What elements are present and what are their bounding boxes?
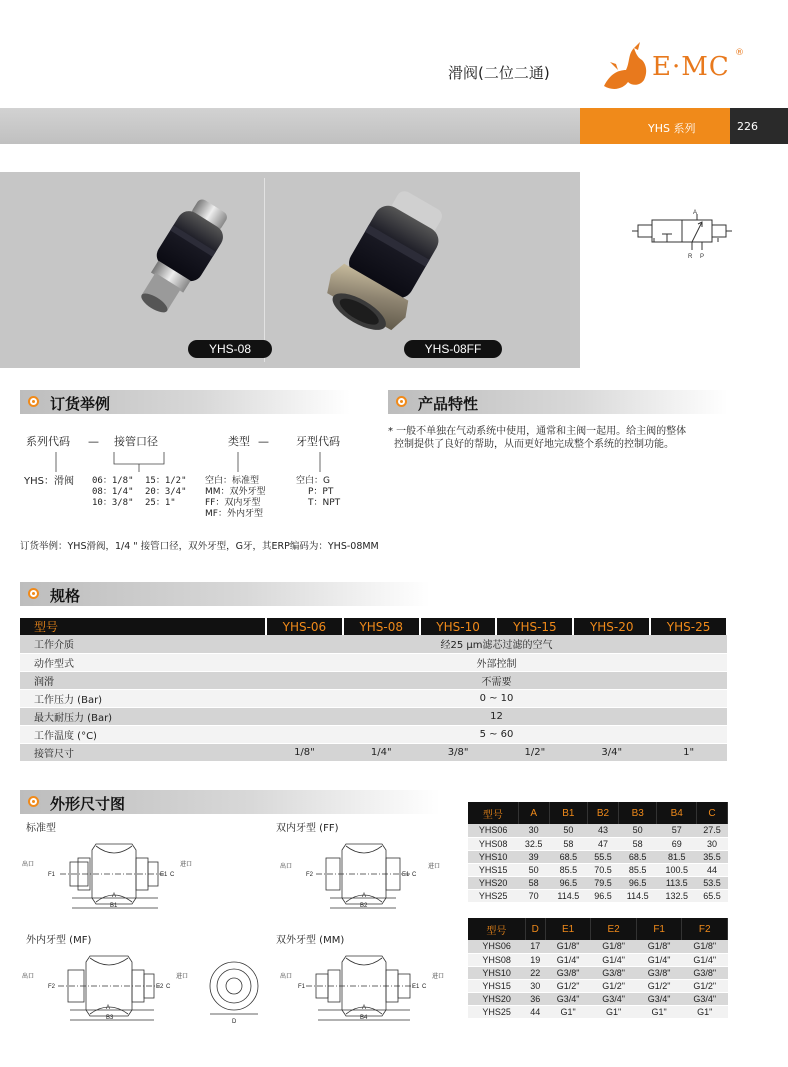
section-header-spec <box>20 582 430 606</box>
dim-col: A <box>518 802 549 824</box>
dim-value-cell: 114.5 <box>618 889 656 902</box>
dim-value-cell: 44 <box>525 1005 545 1018</box>
svg-text:B2: B2 <box>360 903 368 909</box>
dim-value-cell: G3/8" <box>682 966 728 979</box>
dim-value-cell: G1/2" <box>545 979 591 992</box>
order-col-type: 类型 <box>228 435 250 448</box>
dim-value-cell: G1/8" <box>682 940 728 953</box>
dim-row <box>468 837 728 850</box>
svg-text:A: A <box>112 893 117 899</box>
dim-value-cell: 96.5 <box>588 889 619 902</box>
port-option: 06：1/8" <box>92 476 134 486</box>
section-title: 规格 <box>50 587 81 605</box>
dim-row <box>468 979 728 992</box>
dim-value-cell: 68.5 <box>549 850 587 863</box>
spec-value: 12 <box>266 707 727 725</box>
svg-text:F2: F2 <box>48 984 56 990</box>
dim-value-cell: G1/8" <box>636 940 682 953</box>
dim-value-cell: G3/4" <box>591 992 637 1005</box>
port-option: 25：1" <box>145 498 176 508</box>
dim-value-cell: 85.5 <box>618 863 656 876</box>
spec-col: YHS-10 <box>420 618 497 635</box>
dim-value-cell: G3/4" <box>636 992 682 1005</box>
dim-value-cell: G3/4" <box>682 992 728 1005</box>
spec-row-port-size <box>20 743 727 761</box>
spec-table <box>20 618 728 762</box>
dim-row <box>468 876 728 889</box>
dim-value-cell: G1" <box>636 1005 682 1018</box>
type-option: 空白：标准型 <box>205 476 260 486</box>
port-option: 20：3/4" <box>145 487 187 497</box>
dim-model-cell: YHS08 <box>468 837 518 850</box>
order-dash: — <box>88 435 99 448</box>
spec-value: 1/4" <box>343 743 420 761</box>
spec-value: 1/2" <box>496 743 573 761</box>
type-option: MM：双外牙型 <box>205 487 266 497</box>
dim-model-cell: YHS08 <box>468 953 525 966</box>
drawing-label-mm: 双外牙型 (MM) <box>276 935 345 946</box>
spec-label: 工作压力 (Bar) <box>20 689 266 707</box>
dim-row <box>468 940 728 953</box>
dim-value-cell: 44 <box>697 863 728 876</box>
thread-option: 空白：G <box>296 476 330 486</box>
dim-row <box>468 824 728 837</box>
valve-symbol-icon <box>630 208 740 264</box>
symbol-port-r: R <box>688 254 693 260</box>
order-example: 订货举例：YHS滑阀，1/4 " 接管口径，双外牙型，G牙，其ERP编码为：YHS-08MM <box>20 541 379 552</box>
bullet-icon <box>28 396 39 407</box>
spec-row <box>20 635 727 653</box>
svg-text:A: A <box>362 1005 367 1011</box>
spec-col: YHS-20 <box>573 618 650 635</box>
dim-value-cell: G3/4" <box>545 992 591 1005</box>
dim-model-cell: YHS10 <box>468 850 518 863</box>
svg-text:C: C <box>170 872 175 878</box>
svg-text:A: A <box>106 1005 111 1011</box>
dim-model-cell: YHS20 <box>468 876 518 889</box>
dim-col: F1 <box>636 918 682 940</box>
spec-label: 润滑 <box>20 671 266 689</box>
spec-value: 经25 μm滤芯过滤的空气 <box>266 635 727 653</box>
port-label-out: 出口 <box>280 864 293 870</box>
dim-value-cell: G1" <box>545 1005 591 1018</box>
dim-value-cell: G1/4" <box>636 953 682 966</box>
dim-value-cell: 55.5 <box>588 850 619 863</box>
svg-text:B4: B4 <box>360 1015 368 1021</box>
drawing-label-ff: 双内牙型 (FF) <box>276 823 339 834</box>
dim-value-cell: 58 <box>618 837 656 850</box>
dim-value-cell: 19 <box>525 953 545 966</box>
dim-value-cell: G1" <box>591 1005 637 1018</box>
dim-value-cell: G3/8" <box>591 966 637 979</box>
order-dash: — <box>258 435 269 448</box>
dim-value-cell: G1/4" <box>591 953 637 966</box>
port-option: 08：1/4" <box>92 487 134 497</box>
dim-header-row <box>468 802 728 824</box>
bullet-icon <box>396 396 407 407</box>
dim-row <box>468 889 728 902</box>
section-header-features <box>388 390 728 414</box>
dim-col: C <box>697 802 728 824</box>
photo-divider <box>264 178 265 362</box>
svg-text:D: D <box>232 1019 237 1025</box>
dim-value-cell: 81.5 <box>657 850 697 863</box>
drawing-label-standard: 标准型 <box>26 823 56 834</box>
dim-value-cell: 70.5 <box>588 863 619 876</box>
spec-label: 工作温度 (°C) <box>20 725 266 743</box>
yhs-08-photo <box>120 190 240 330</box>
dim-value-cell: 114.5 <box>549 889 587 902</box>
dim-model-cell: YHS06 <box>468 824 518 837</box>
spec-header-row <box>20 618 727 635</box>
drawing-ff <box>272 836 472 916</box>
product-photo-panel <box>0 172 580 368</box>
order-type-list <box>205 476 266 520</box>
svg-text:F1: F1 <box>48 872 56 878</box>
dim-value-cell: 50 <box>549 824 587 837</box>
svg-text:E2: E2 <box>156 984 164 990</box>
dim-col: B4 <box>657 802 697 824</box>
dim-row <box>468 850 728 863</box>
page-title: 滑阀(二位二通) <box>448 64 550 82</box>
svg-text:C: C <box>422 984 427 990</box>
spec-value: 不需要 <box>266 671 727 689</box>
spec-row <box>20 725 727 743</box>
dim-row <box>468 992 728 1005</box>
dim-value-cell: G1/2" <box>591 979 637 992</box>
section-title: 产品特性 <box>418 395 479 413</box>
dim-header-row <box>468 918 728 940</box>
spec-label: 动作型式 <box>20 653 266 671</box>
section-title: 订货举例 <box>50 395 111 413</box>
page-number: 226 <box>737 120 758 133</box>
dim-value-cell: 85.5 <box>549 863 587 876</box>
dim-body <box>468 940 728 1018</box>
order-col-port: 接管口径 <box>114 435 158 448</box>
dim-col: B1 <box>549 802 587 824</box>
dim-row <box>468 1005 728 1018</box>
spec-row <box>20 689 727 707</box>
dim-value-cell: 50 <box>518 863 549 876</box>
svg-text:F2: F2 <box>306 872 314 878</box>
dim-value-cell: G3/8" <box>545 966 591 979</box>
port-label-out: 出口 <box>22 862 35 868</box>
symbol-port-a: A <box>693 210 698 216</box>
dim-value-cell: 30 <box>525 979 545 992</box>
dim-value-cell: 53.5 <box>697 876 728 889</box>
order-col-thread: 牙型代码 <box>296 435 340 448</box>
dimension-table-2 <box>468 918 728 1019</box>
section-header-ordering <box>20 390 350 414</box>
header-grey-band <box>0 108 580 144</box>
dim-value-cell: 132.5 <box>657 889 697 902</box>
dim-value-cell: 47 <box>588 837 619 850</box>
order-brackets <box>20 450 360 476</box>
spec-col: YHS-08 <box>343 618 420 635</box>
dim-value-cell: 36 <box>525 992 545 1005</box>
spec-row <box>20 653 727 671</box>
dimension-table-1 <box>468 802 728 903</box>
dim-col: E1 <box>545 918 591 940</box>
svg-text:C: C <box>166 984 171 990</box>
dim-value-cell: 65.5 <box>697 889 728 902</box>
port-option: 15：1/2" <box>145 476 187 486</box>
horse-rider-icon <box>604 42 646 89</box>
features-text <box>388 425 686 451</box>
spec-value: 外部控制 <box>266 653 727 671</box>
dim-value-cell: 68.5 <box>618 850 656 863</box>
svg-text:B3: B3 <box>106 1015 114 1021</box>
dim-value-cell: G3/8" <box>636 966 682 979</box>
order-port-list-b <box>145 476 187 509</box>
dim-value-cell: G1/2" <box>636 979 682 992</box>
spec-value: 1/8" <box>266 743 343 761</box>
dim-model-cell: YHS25 <box>468 1005 525 1018</box>
dim-value-cell: 27.5 <box>697 824 728 837</box>
spec-col: YHS-15 <box>496 618 573 635</box>
dim-col: 型号 <box>468 802 518 824</box>
spec-label: 最大耐压力 (Bar) <box>20 707 266 725</box>
yhs-08ff-photo <box>310 188 460 338</box>
feature-line: 控制提供了良好的帮助，从而更好地完成整个系统的控制功能。 <box>394 439 674 450</box>
spec-row <box>20 707 727 725</box>
drawing-standard <box>20 836 220 916</box>
svg-text:C: C <box>412 872 417 878</box>
dim-value-cell: 30 <box>697 837 728 850</box>
thread-option: P：PT <box>308 487 334 497</box>
dim-value-cell: 57 <box>657 824 697 837</box>
drawing-label-mf: 外内牙型 (MF) <box>26 935 92 946</box>
series-label: YHS 系列 <box>648 122 696 135</box>
photo-label-yhs-08ff: YHS-08FF <box>404 340 502 358</box>
port-label-out: 出口 <box>22 974 35 980</box>
dim-value-cell: 70 <box>518 889 549 902</box>
dim-value-cell: 113.5 <box>657 876 697 889</box>
type-option: MF：外内牙型 <box>205 509 263 519</box>
dim-value-cell: G1/4" <box>682 953 728 966</box>
spec-value: 3/8" <box>420 743 497 761</box>
spec-value: 5 ~ 60 <box>266 725 727 743</box>
spec-value: 3/4" <box>573 743 650 761</box>
photo-label-yhs-08: YHS-08 <box>188 340 272 358</box>
drawing-mf <box>20 948 270 1028</box>
port-label-in: 进口 <box>176 974 189 980</box>
dim-model-cell: YHS15 <box>468 979 525 992</box>
spec-col: YHS-06 <box>266 618 343 635</box>
section-title: 外形尺寸图 <box>50 795 126 813</box>
svg-text:E1: E1 <box>412 984 420 990</box>
dim-value-cell: G1/8" <box>545 940 591 953</box>
order-thread-list <box>296 476 340 509</box>
dim-value-cell: 96.5 <box>549 876 587 889</box>
dim-value-cell: 79.5 <box>588 876 619 889</box>
section-header-dimensions <box>20 790 440 814</box>
bullet-icon <box>28 588 39 599</box>
spec-col: YHS-25 <box>650 618 727 635</box>
dim-col: D <box>525 918 545 940</box>
order-col-series: 系列代码 <box>26 435 70 448</box>
symbol-port-p: P <box>700 254 705 260</box>
dim-value-cell: G1/8" <box>591 940 637 953</box>
dim-col: 型号 <box>468 918 525 940</box>
dim-model-cell: YHS10 <box>468 966 525 979</box>
brand-registered-mark: ® <box>735 48 744 58</box>
svg-text:B1: B1 <box>110 903 118 909</box>
dim-value-cell: 35.5 <box>697 850 728 863</box>
dim-row <box>468 966 728 979</box>
svg-text:E1: E1 <box>402 872 410 878</box>
spec-row <box>20 671 727 689</box>
spec-value: 0 ~ 10 <box>266 689 727 707</box>
spec-value: 1" <box>650 743 727 761</box>
dim-model-cell: YHS15 <box>468 863 518 876</box>
order-series-value: YHS：滑阀 <box>24 476 74 487</box>
dim-row <box>468 863 728 876</box>
dim-value-cell: 30 <box>518 824 549 837</box>
port-label-in: 进口 <box>428 864 441 870</box>
dim-model-cell: YHS06 <box>468 940 525 953</box>
drawing-mm <box>272 948 472 1028</box>
dim-value-cell: 100.5 <box>657 863 697 876</box>
dim-value-cell: 69 <box>657 837 697 850</box>
dim-value-cell: G1/2" <box>682 979 728 992</box>
port-label-out: 出口 <box>280 974 293 980</box>
spec-col-model: 型号 <box>20 618 266 635</box>
svg-text:E1: E1 <box>160 872 168 878</box>
dim-col: B3 <box>618 802 656 824</box>
dim-model-cell: YHS20 <box>468 992 525 1005</box>
dim-col: E2 <box>591 918 637 940</box>
dim-value-cell: G1/4" <box>545 953 591 966</box>
thread-option: T：NPT <box>308 498 341 508</box>
svg-text:F1: F1 <box>298 984 306 990</box>
dim-value-cell: 58 <box>549 837 587 850</box>
spec-label: 工作介质 <box>20 635 266 653</box>
dim-value-cell: 22 <box>525 966 545 979</box>
svg-text:A: A <box>362 893 367 899</box>
dim-value-cell: 43 <box>588 824 619 837</box>
dim-value-cell: 17 <box>525 940 545 953</box>
spec-label: 接管尺寸 <box>20 743 266 761</box>
dim-value-cell: 50 <box>618 824 656 837</box>
dim-value-cell: 32.5 <box>518 837 549 850</box>
dim-body <box>468 824 728 902</box>
dim-col: F2 <box>682 918 728 940</box>
dim-row <box>468 953 728 966</box>
dim-value-cell: 39 <box>518 850 549 863</box>
dim-col: B2 <box>588 802 619 824</box>
order-port-list-a <box>92 476 134 509</box>
port-label-in: 进口 <box>432 974 445 980</box>
dim-value-cell: G1" <box>682 1005 728 1018</box>
dim-model-cell: YHS25 <box>468 889 518 902</box>
brand-name: E·MC <box>652 52 730 82</box>
feature-line: * 一般不单独在气动系统中使用，通常和主阀一起用。给主阀的整体 <box>388 426 687 437</box>
dim-value-cell: 58 <box>518 876 549 889</box>
dim-value-cell: 96.5 <box>618 876 656 889</box>
port-option: 10：3/8" <box>92 498 134 508</box>
bullet-icon <box>28 796 39 807</box>
port-label-in: 进口 <box>180 862 193 868</box>
type-option: FF：双内牙型 <box>205 498 261 508</box>
